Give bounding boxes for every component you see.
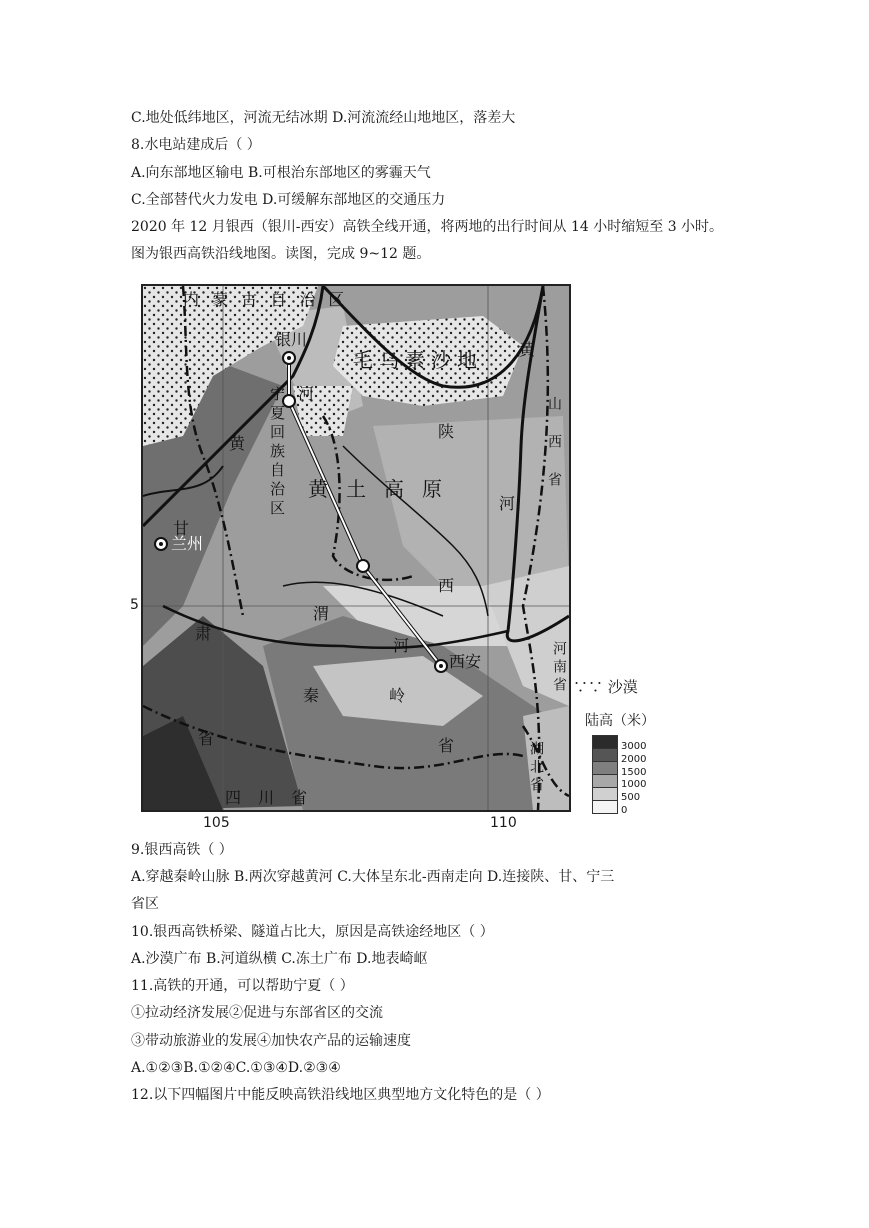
label-gansu-sheng: 省 — [198, 729, 215, 748]
label-loess-plateau: 黄土高原 — [308, 477, 460, 501]
elevation-legend-values — [621, 741, 646, 818]
dots-symbol-icon: ∵∵ — [573, 678, 604, 696]
q9-stem: 9.银西高铁（ ） — [131, 842, 233, 858]
q8-options-cd: C.全部替代火力发电 D.可缓解东部地区的交通压力 — [131, 192, 446, 208]
swatch-2000 — [592, 748, 618, 761]
label-ningxia: 宁夏回族自治区 — [268, 386, 286, 519]
q11-options: A.①②③B.①②④C.①③④D.②③④ — [131, 1060, 341, 1076]
q8-options-ab: A.向东部地区输电 B.可根治东部地区的雾霾天气 — [131, 165, 431, 181]
label-wei-river: 渭 — [313, 604, 330, 623]
label-huang-left: 黄 — [229, 434, 246, 453]
q7-options-cd: C.地处低纬地区，河流无结冰期 D.河流流经山地地区，落差大 — [131, 110, 516, 126]
label-hubei: 湖北省 — [528, 741, 544, 795]
label-river-he-2: 河 — [393, 636, 410, 655]
label-shaanxi-shan: 陕 — [438, 422, 455, 441]
label-xian: 西安 — [449, 652, 482, 671]
label-huanghe-right: 黄 — [519, 340, 536, 359]
label-shanxi: 山西省 — [546, 396, 562, 510]
q11-items-b: ③带动旅游业的发展④加快农产品的运输速度 — [131, 1033, 411, 1049]
label-lanzhou: 兰州 — [171, 534, 204, 553]
legend-desert-label: 沙漠 — [607, 678, 638, 696]
q11-items-a: ①拉动经济发展②促进与东部省区的交流 — [131, 1005, 383, 1021]
label-sichuan: 四 川 省 — [225, 788, 314, 807]
swatch-1000 — [592, 774, 618, 787]
swatch-500 — [592, 787, 618, 800]
legend-value-0: 0 — [621, 804, 628, 816]
label-shaanxi-xi: 西 — [438, 576, 455, 595]
legend-title: 陆高（米） — [585, 713, 655, 729]
q11-stem: 11.高铁的开通，可以帮助宁夏（ ） — [131, 978, 354, 994]
lon-label-105: 105 — [203, 815, 230, 831]
q10-stem: 10.银西高铁桥梁、隧道占比大，原因是高铁途经地区（ ） — [131, 924, 494, 940]
legend-value-1500: 1500 — [621, 766, 647, 778]
label-henan: 河南省 — [551, 641, 567, 695]
q10-options: A.沙漠广布 B.河道纵横 C.冻土广布 D.地表崎岖 — [131, 951, 428, 967]
label-gansu-su: 肃 — [195, 624, 212, 643]
legend-value-2000: 2000 — [621, 753, 647, 765]
label-he-right: 河 — [499, 494, 516, 513]
label-inner-mongolia: 内 蒙 古 自 治 区 — [183, 290, 349, 309]
label-river-he: 河 — [298, 384, 315, 403]
intro-line-2: 图为银西高铁沿线地图。读图，完成 9~12 题。 — [131, 246, 431, 262]
label-mu-us-sandy-land: 毛乌素沙地 — [353, 348, 483, 372]
label-yinchuan: 银川 — [275, 330, 308, 349]
label-gansu-gan: 甘 — [173, 519, 190, 538]
label-shaanxi-sheng: 省 — [438, 736, 455, 755]
elevation-legend-swatches — [592, 735, 618, 814]
q9-options-cont: 省区 — [131, 896, 159, 912]
swatch-3000 — [592, 735, 618, 748]
q8-stem: 8.水电站建成后（ ） — [131, 137, 261, 153]
legend-value-1000: 1000 — [621, 779, 647, 791]
q12-stem: 12.以下四幅图片中能反映高铁沿线地区典型地方文化特色的是（ ） — [131, 1087, 550, 1103]
intro-line-1: 2020 年 12 月银西（银川-西安）高铁全线开通，将两地的出行时间从 14 小时缩短至 3 小时。 — [131, 219, 724, 235]
legend-value-3000: 3000 — [621, 741, 647, 752]
swatch-1500 — [592, 761, 618, 774]
railway-map — [141, 284, 571, 812]
legend-value-500: 500 — [621, 792, 641, 804]
legend-desert — [573, 676, 638, 697]
swatch-0 — [592, 800, 618, 814]
label-qinling: 秦岭 — [303, 686, 476, 705]
q9-options: A.穿越秦岭山脉 B.两次穿越黄河 C.大体呈东北-西南走向 D.连接陕、甘、宁三 — [131, 869, 615, 885]
lon-label-110: 110 — [490, 815, 517, 831]
lat-label: 5 — [130, 597, 139, 613]
